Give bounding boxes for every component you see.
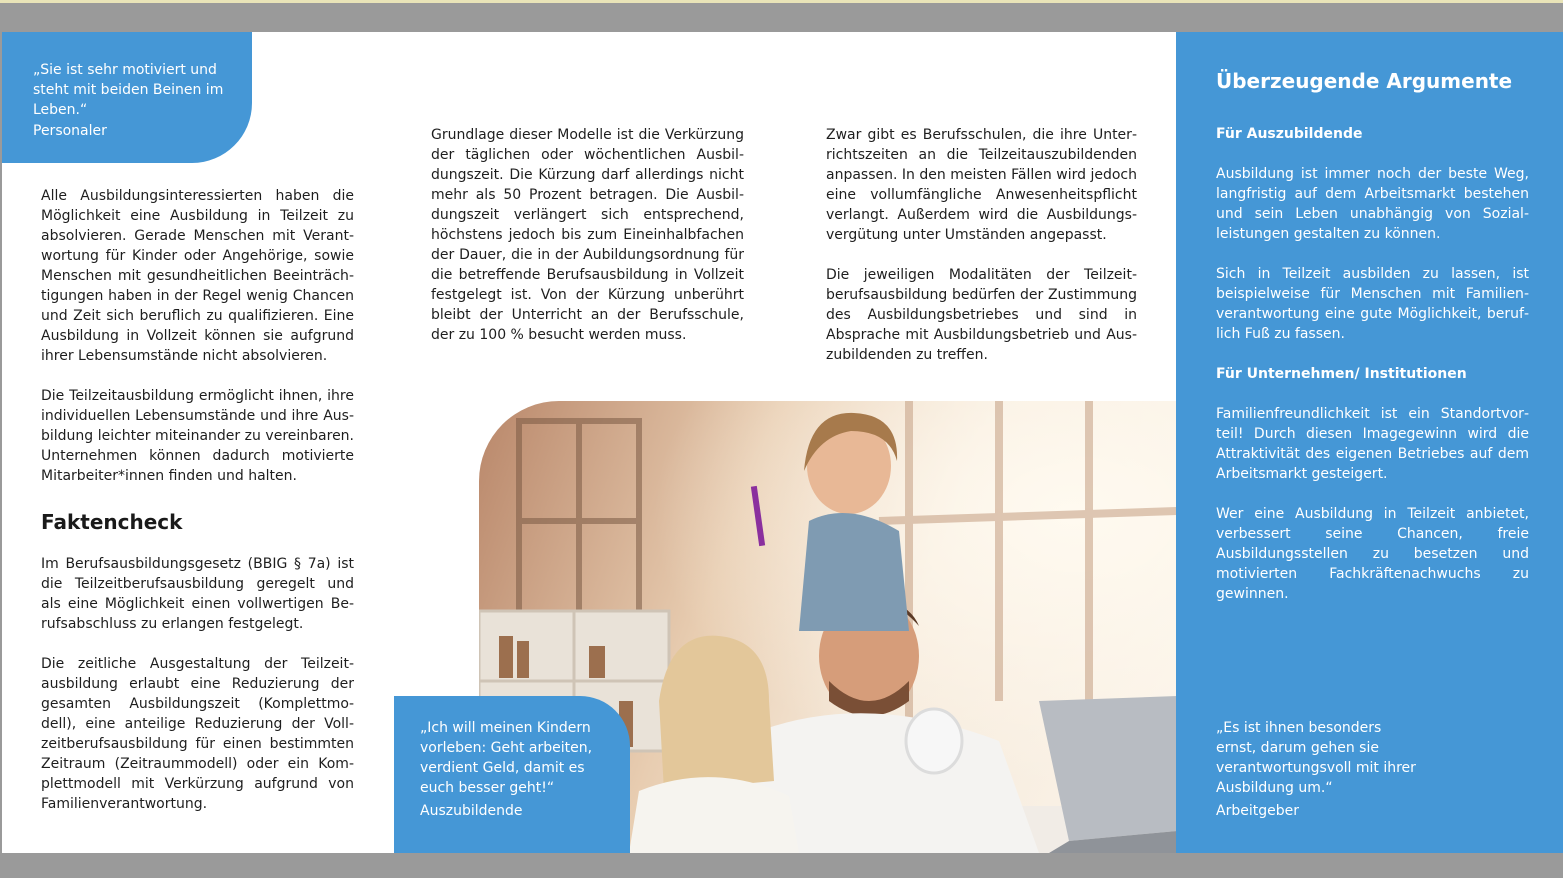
section-heading-faktencheck: Faktencheck [41, 510, 183, 534]
column-1 [41, 186, 354, 834]
paragraph: Sich in Teilzeit ausbilden zu lassen, ist beispielweise für Menschen mit Familienverantwortung eine gute Möglichkeit, beruflich Fuß zu fassen. [1216, 266, 1529, 342]
column-3 [826, 125, 1137, 385]
paragraph: Die zeitliche Ausgestaltung der Teilzeitausbildung erlaubt eine Reduzierung der gesamten Ausbildungszeit (Komplettmodell), eine anteilige Reduzierung der Vollzeitberufsausbildung für einen bestimmten Zeitraum (Zeitraummodell) oder ein Komplettmodell mit Verkürzung aufgrund von Familienverantwortung. [41, 656, 354, 812]
paragraph: Wer eine Ausbildung in Teilzeit anbietet, verbessert seine Chancen, freie Ausbildungsstellen zu besetzen und motivierten Fachkräftenachwuchs zu gewinnen. [1216, 506, 1529, 602]
paragraph: Im Berufsausbildungsgesetz (BBIG § 7a) ist die Teilzeitberufsausbildung geregelt und als eine Möglichkeit einen vollwertigen Berufsabschluss zu erlangen festgelegt. [41, 556, 354, 632]
quote-text: „Ich will meinen Kindern vorleben: Geht arbeiten, verdient Geld, damit es euch besser geht!“ [420, 720, 593, 796]
paragraph: Grundlage dieser Modelle ist die Verkürzung der täglichen oder wöchentlichen Ausbildungszeit. Die Kürzung darf allerdings nicht mehr als 50 Prozent betragen. Die Ausbildungszeit verlängert sich entsprechend, höchstens jedoch bis zum Eineinhalbfachen der Dauer, die in der Aubildungsordnung für die betreffende Berufsausbildung in Vollzeit festgelegt ist. Von der Kürzung unberührt bleibt der Unterricht an der Berufsschule, der zu 100 % besucht werden muss. [431, 127, 744, 343]
arguments-body [1216, 124, 1529, 624]
top-accent-line [0, 0, 1563, 3]
quote-author: Personaler [33, 123, 107, 139]
quote-box-auszubildende [394, 696, 630, 853]
quote-text-arbeitgeber: „Es ist ihnen besonders ernst, darum gehen sie verantwortungsvoll mit ihrer Ausbildung um.“ [1216, 720, 1416, 796]
subheading-auszubildende: Für Auszubildende [1216, 126, 1363, 142]
quote-text: „Sie ist sehr motiviert und steht mit beiden Beinen im Leben.“ [33, 62, 224, 118]
paragraph: Ausbildung ist immer noch der beste Weg, langfristig auf dem Arbeitsmarkt bestehen und sein Leben unabhängig von Sozialleistungen gestalten zu können. [1216, 166, 1529, 242]
paragraph: Familienfreundlichkeit ist ein Standortvorteil! Durch diesen Imagegewinn wird die Attraktivität des eigenen Betriebes auf dem Arbeitsmarkt gesteigert. [1216, 406, 1529, 482]
paragraph: Zwar gibt es Berufsschulen, die ihre Unterrichtszeiten an die Teilzeitauszubildenden anpassen. In den meisten Fällen wird jedoch eine vollumfängliche Anwesenheitspflicht verlangt. Außerdem wird die Ausbildungsvergütung unter Umständen angepasst. [826, 127, 1137, 243]
arguments-panel [1176, 32, 1563, 853]
brochure-page [2, 32, 1563, 853]
column-2 [431, 125, 744, 365]
arguments-heading: Überzeugende Argumente [1216, 69, 1513, 93]
quote-box-personaler [2, 32, 252, 163]
quote-author-arbeitgeber: Arbeitgeber [1216, 803, 1299, 819]
paragraph: Die Teilzeitausbildung ermöglicht ihnen, ihre individuellen Lebensumstände und ihre Ausbildung leichter miteinander zu vereinbaren. Unternehmen können dadurch motivierte Mitarbeiter*innen finden und halten. [41, 388, 354, 484]
quote-author: Auszubildende [420, 803, 523, 819]
paragraph: Alle Ausbildungsinteressierten haben die Möglichkeit eine Ausbildung in Teilzeit zu absolvieren. Gerade Menschen mit Verantwortung für Kinder oder Angehörige, sowie Menschen mit gesundheitlichen Beeinträchtigungen haben in der Regel wenig Chancen und Zeit sich beruflich zu qualifizieren. Eine Ausbildung in Vollzeit können sie aufgrund ihrer Lebensumstände nicht absolvieren. [41, 188, 354, 364]
subheading-unternehmen: Für Unternehmen/ Institutionen [1216, 366, 1467, 382]
paragraph: Die jeweiligen Modalitäten der Teilzeitberufsausbildung bedürfen der Zustimmung des Ausbildungsbetriebes und sind in Absprache mit Ausbildungsbetrieb und Auszubildenden zu treffen. [826, 267, 1137, 363]
